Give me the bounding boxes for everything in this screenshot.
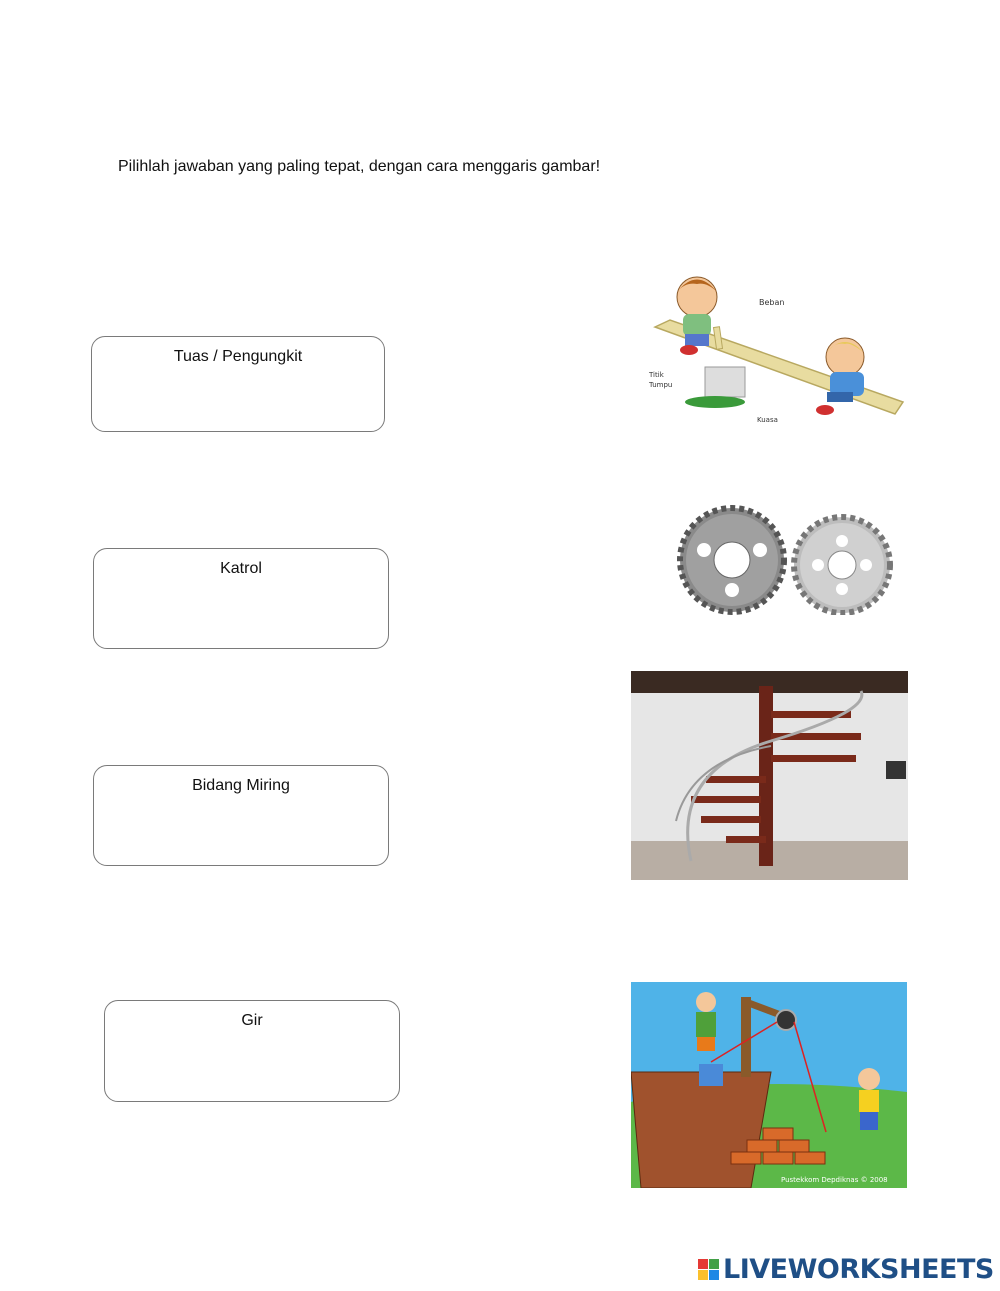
answer-label: Bidang Miring <box>192 777 290 794</box>
instruction-text: Pilihlah jawaban yang paling tepat, dengan cara menggaris gambar! <box>118 158 601 175</box>
label-titik: Titik <box>649 371 664 379</box>
spiral-staircase-photo[interactable] <box>631 671 908 880</box>
answer-box-tuas[interactable] <box>91 336 385 432</box>
seesaw-illustration[interactable] <box>645 272 907 427</box>
pulley-well-illustration[interactable] <box>631 982 907 1188</box>
answer-label: Katrol <box>220 560 262 577</box>
answer-label: Tuas / Pengungkit <box>173 348 303 365</box>
answer-box-bidang-miring[interactable] <box>93 765 389 866</box>
image-credit: Pustekkom Depdiknas © 2008 <box>781 1176 888 1184</box>
label-tumpu: Tumpu <box>649 381 673 389</box>
brand-icon <box>698 1259 719 1280</box>
liveworksheets-logo <box>698 1254 994 1285</box>
answer-box-gir[interactable] <box>104 1000 400 1102</box>
label-beban: Beban <box>759 298 785 307</box>
answer-box-katrol[interactable] <box>93 548 389 649</box>
brand-name: LIVEWORKSHEETS <box>723 1254 994 1285</box>
sprocket-gears-photo[interactable] <box>650 505 900 615</box>
answer-label: Gir <box>241 1012 263 1029</box>
label-kuasa: Kuasa <box>757 416 778 424</box>
